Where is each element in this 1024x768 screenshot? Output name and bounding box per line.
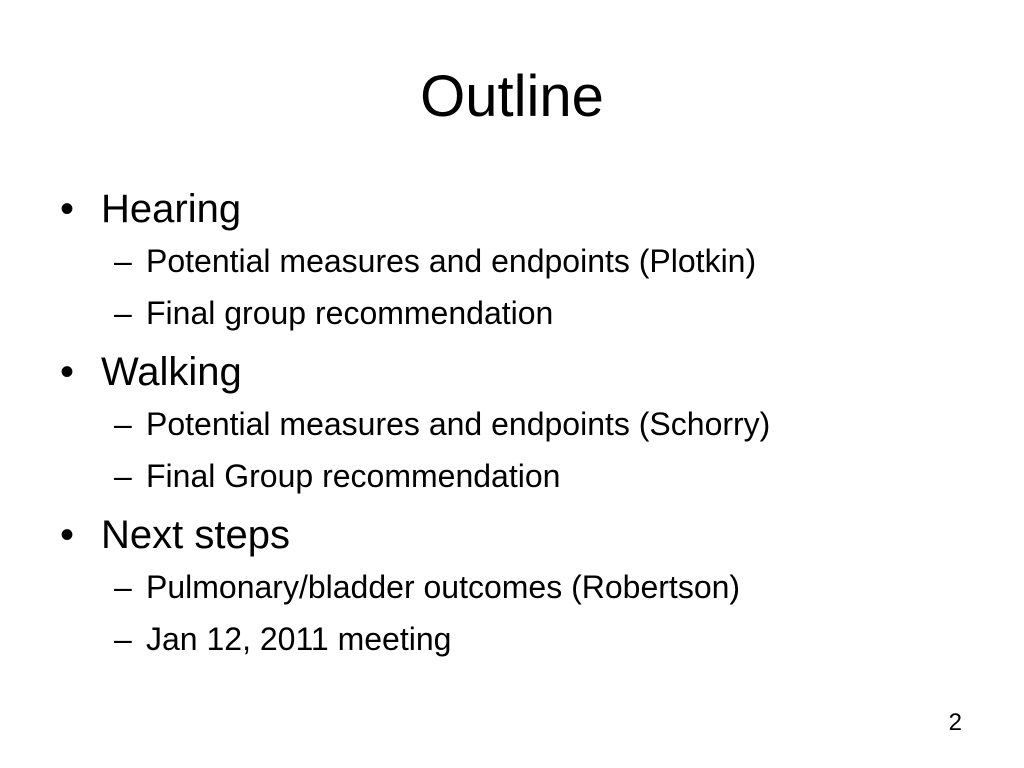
dash-icon: –	[114, 243, 132, 279]
sub-item	[114, 561, 990, 613]
bullet-item-walking	[60, 346, 990, 502]
page-number: 2	[948, 709, 962, 736]
slide-title: Outline	[420, 64, 604, 129]
dash-icon: –	[114, 569, 132, 605]
dash-icon: –	[114, 295, 132, 331]
sub-list	[60, 398, 990, 502]
sub-item	[114, 235, 990, 287]
sub-item	[114, 287, 990, 339]
sub-item-label: Final group recommendation	[146, 295, 554, 331]
sub-item-label: Jan 12, 2011 meeting	[146, 621, 452, 657]
sub-item	[114, 613, 990, 665]
sub-item-label: Potential measures and endpoints (Schorry)	[146, 406, 771, 442]
bullet-label: Hearing	[101, 187, 242, 231]
dash-icon: –	[114, 621, 132, 657]
sub-item-label: Potential measures and endpoints (Plotkin)	[146, 243, 757, 279]
bullet-icon: •	[60, 513, 75, 557]
sub-list	[60, 235, 990, 339]
sub-item	[114, 450, 990, 502]
sub-item-label: Pulmonary/bladder outcomes (Robertson)	[146, 569, 741, 605]
bullet-label: Next steps	[101, 513, 290, 557]
bullet-icon: •	[60, 187, 75, 231]
dash-icon: –	[114, 406, 132, 442]
sub-list	[60, 561, 990, 665]
bullet-label: Walking	[101, 350, 242, 394]
outline-list	[60, 183, 990, 672]
sub-item-label: Final Group recommendation	[146, 458, 561, 494]
dash-icon: –	[114, 458, 132, 494]
bullet-item-hearing	[60, 183, 990, 339]
bullet-item-next-steps	[60, 509, 990, 665]
bullet-icon: •	[60, 350, 75, 394]
sub-item	[114, 398, 990, 450]
